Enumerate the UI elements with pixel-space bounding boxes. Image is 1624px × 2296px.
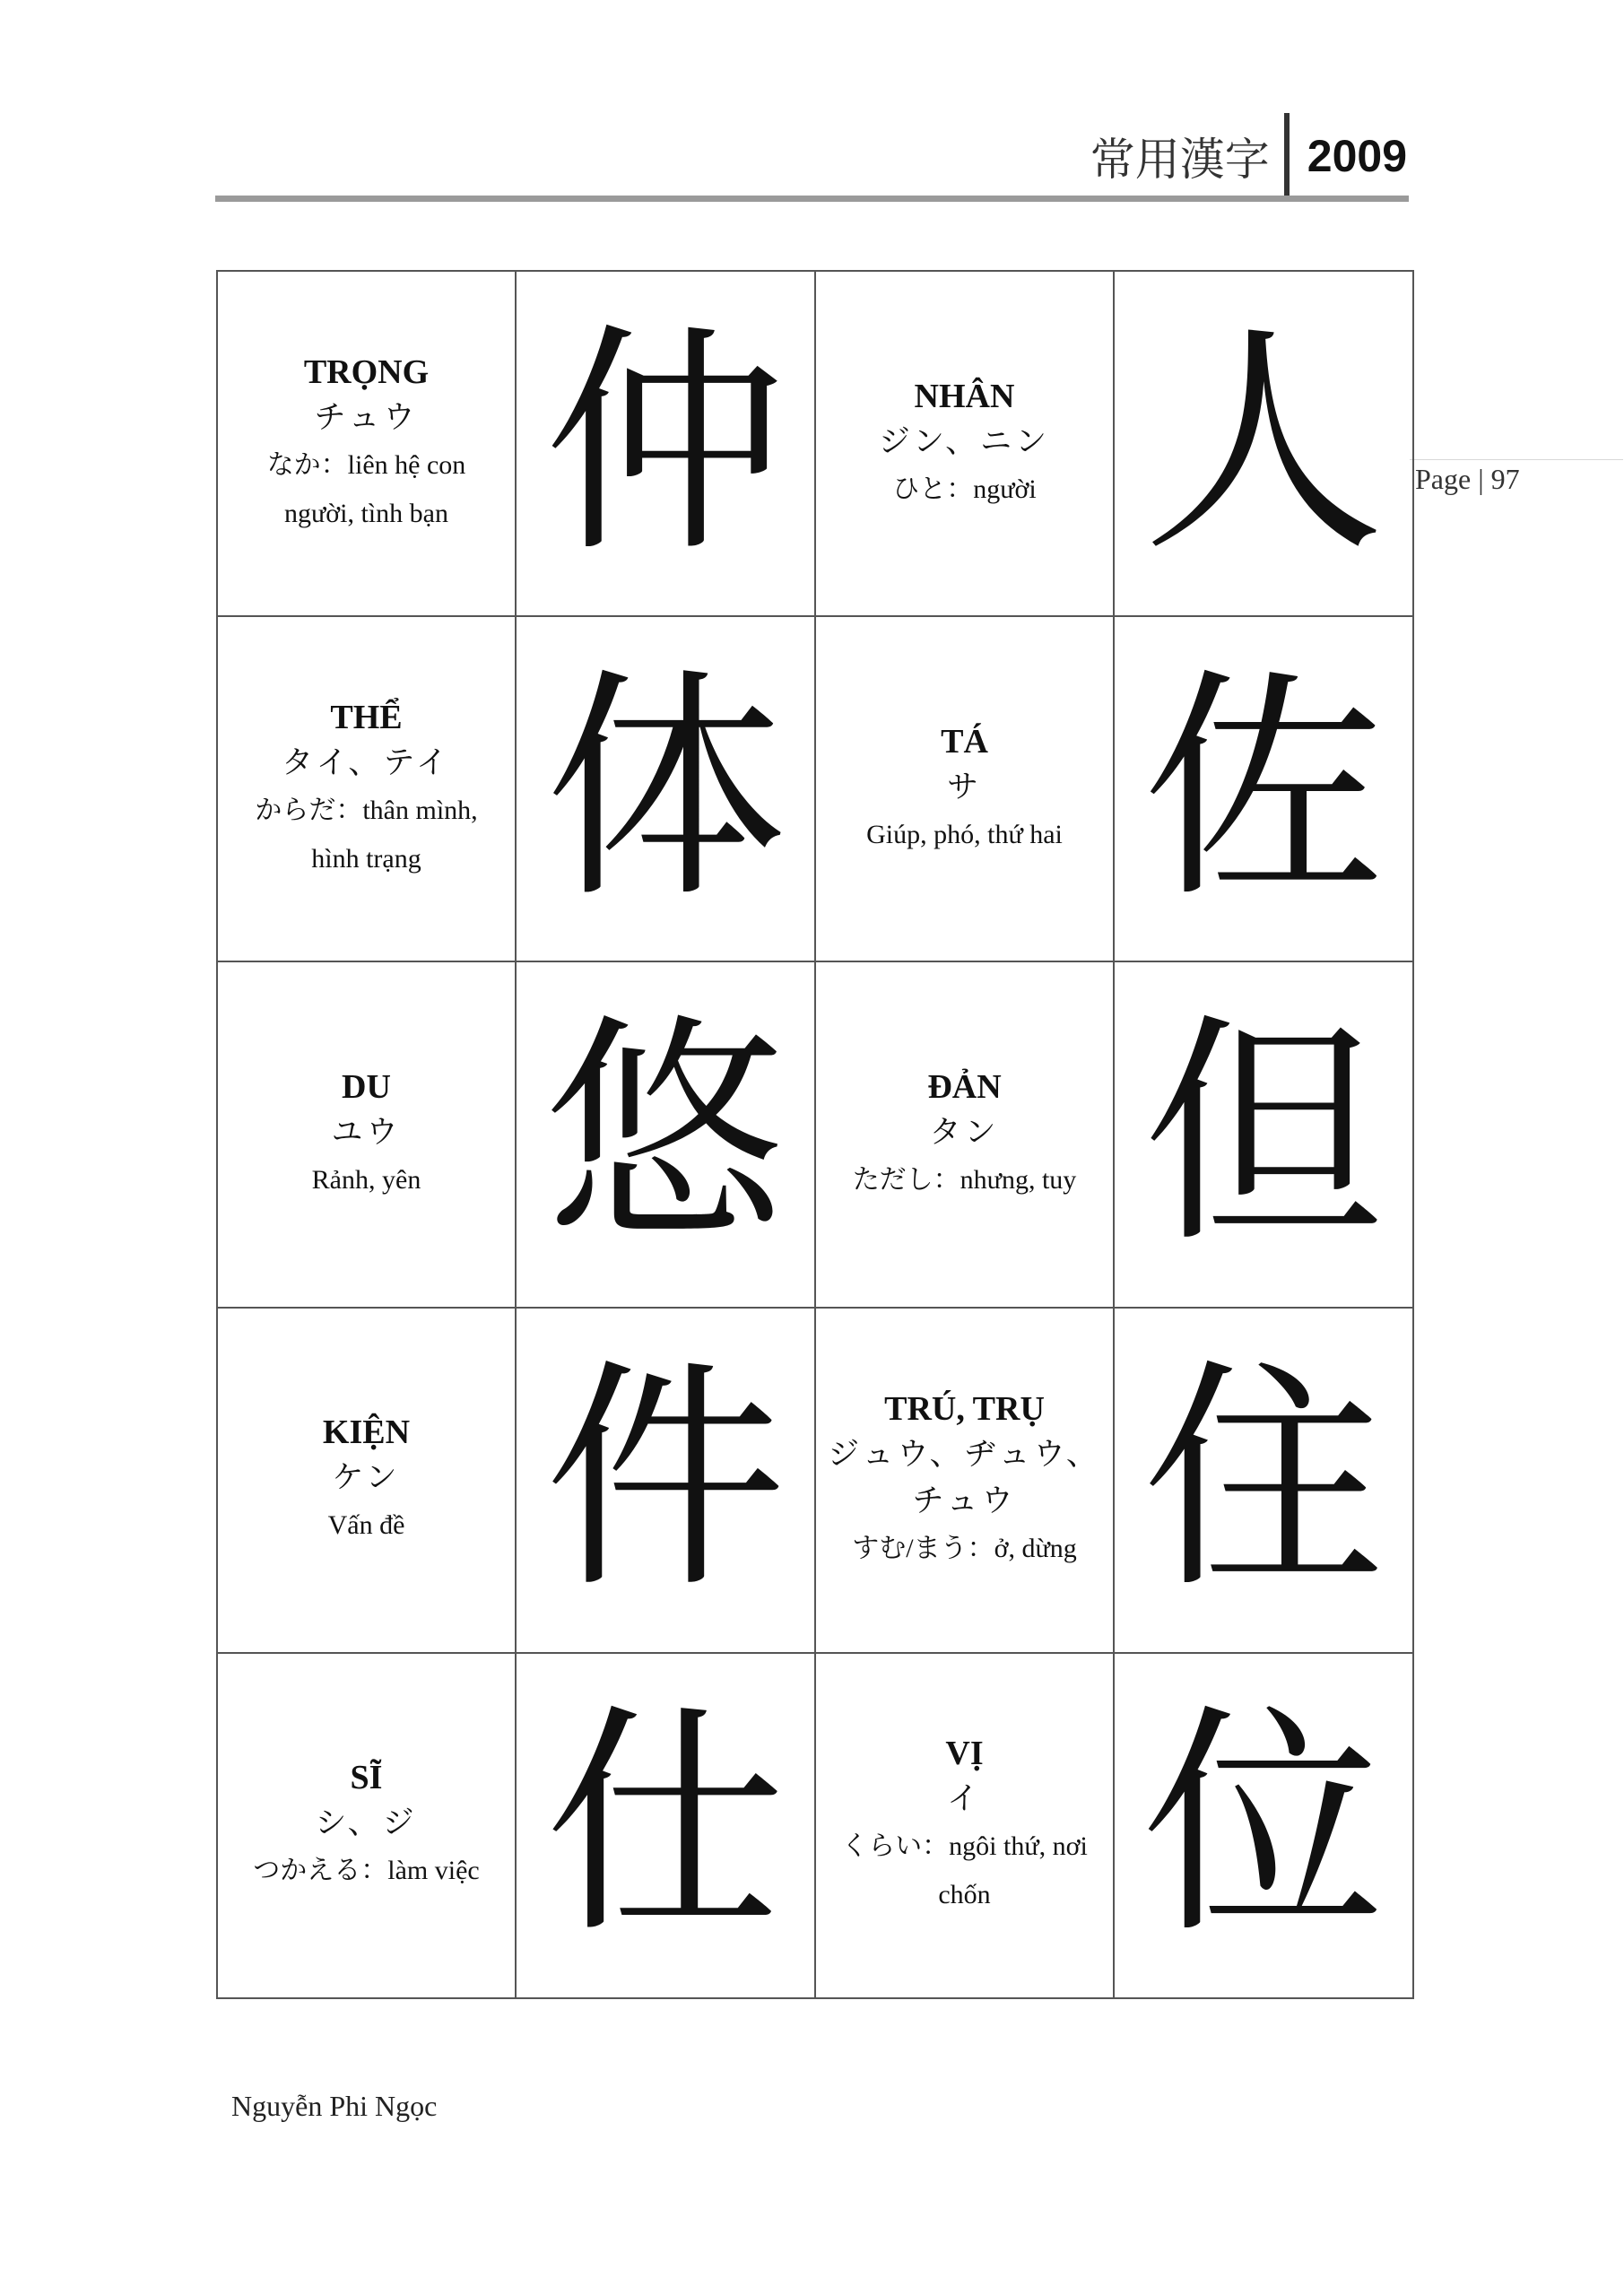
- on-reading: サ: [946, 769, 982, 805]
- header-rule: [215, 196, 1409, 202]
- kanji-row: [217, 616, 1413, 961]
- kanji-row: [217, 961, 1413, 1307]
- on-reading: ユウ: [331, 1114, 402, 1151]
- kanji-glyph-cell: [516, 961, 815, 1307]
- kanji-character: 仕: [544, 1683, 786, 1967]
- page-number: Page | 97: [1415, 463, 1520, 495]
- meaning: からだ：thân mình, hình trạng: [255, 795, 478, 874]
- header-title: 常用漢字: [1090, 134, 1270, 186]
- han-viet-reading: KIỆN: [322, 1413, 411, 1452]
- on-reading: ケン: [332, 1460, 401, 1497]
- on-reading: ジュウ、ヂュウ、チュウ: [828, 1437, 1101, 1520]
- kanji-info-cell: [815, 616, 1114, 961]
- han-viet-reading: NHÂN: [914, 377, 1015, 415]
- kanji-info-cell: [815, 961, 1114, 1307]
- kanji-character: 但: [1142, 992, 1385, 1275]
- kanji-character: 佐: [1142, 647, 1385, 930]
- kanji-character: 件: [544, 1338, 786, 1622]
- kanji-row: [217, 1308, 1413, 1653]
- kanji-grid: [216, 270, 1414, 1999]
- kanji-glyph-cell: [516, 616, 815, 961]
- kanji-character: 体: [544, 647, 786, 930]
- kanji-glyph-cell: [516, 1653, 815, 1998]
- page-header: [1090, 115, 1407, 197]
- on-reading: ジン、ニン: [878, 423, 1051, 460]
- kanji-row: [217, 1653, 1413, 1998]
- meaning: くらい：ngôi thứ, nơi chốn: [841, 1831, 1088, 1910]
- meaning: すむ/まう：ở, dừng: [852, 1534, 1077, 1564]
- on-reading: イ: [946, 1781, 982, 1818]
- kanji-character: 住: [1142, 1338, 1385, 1622]
- han-viet-reading: THỂ: [330, 698, 403, 736]
- han-viet-reading: DU: [342, 1067, 391, 1106]
- meaning: つかえる：làm việc: [253, 1856, 480, 1886]
- kanji-info-cell: [217, 1308, 516, 1653]
- kanji-glyph-cell: [1114, 961, 1413, 1307]
- kanji-info-cell: [815, 1653, 1114, 1998]
- kanji-info-cell: [217, 1653, 516, 1998]
- kanji-info-cell: [217, 271, 516, 616]
- han-viet-reading: TRÚ, TRỤ: [884, 1390, 1045, 1429]
- kanji-glyph-cell: [516, 271, 815, 616]
- on-reading: タイ、テイ: [282, 744, 451, 781]
- meaning: ただし：nhưng, tuy: [852, 1164, 1077, 1195]
- kanji-info-cell: [217, 616, 516, 961]
- meaning: Vấn đề: [327, 1510, 405, 1541]
- kanji-info-cell: [217, 961, 516, 1307]
- kanji-character: 仲: [544, 301, 786, 585]
- on-reading: タン: [929, 1114, 1000, 1151]
- han-viet-reading: TRỌNG: [303, 352, 430, 391]
- kanji-info-cell: [815, 271, 1114, 616]
- han-viet-reading: ĐẢN: [927, 1067, 1002, 1106]
- kanji-character: 悠: [544, 992, 786, 1275]
- han-viet-reading: VỊ: [945, 1735, 984, 1773]
- on-reading: チュウ: [314, 399, 419, 436]
- kanji-glyph-cell: [1114, 616, 1413, 961]
- han-viet-reading: TÁ: [941, 722, 988, 761]
- author-name: Nguyễn Phi Ngọc: [231, 2090, 438, 2122]
- meaning: Giúp, phó, thứ hai: [866, 819, 1063, 849]
- kanji-glyph-cell: [1114, 1653, 1413, 1998]
- kanji-row: [217, 271, 1413, 616]
- meaning: なか：liên hệ con người, tình bạn: [266, 449, 466, 528]
- meaning: Rảnh, yên: [311, 1164, 421, 1195]
- kanji-info-cell: [815, 1308, 1114, 1653]
- page-number-rule: [1410, 459, 1623, 460]
- han-viet-reading: SĨ: [350, 1759, 383, 1797]
- on-reading: シ、ジ: [315, 1805, 418, 1842]
- kanji-glyph-cell: [1114, 1308, 1413, 1653]
- header-year: 2009: [1307, 131, 1407, 181]
- kanji-glyph-cell: [1114, 271, 1413, 616]
- kanji-character: 位: [1142, 1683, 1385, 1967]
- kanji-glyph-cell: [516, 1308, 815, 1653]
- meaning: ひと：người: [892, 474, 1037, 504]
- kanji-character: 人: [1142, 301, 1385, 585]
